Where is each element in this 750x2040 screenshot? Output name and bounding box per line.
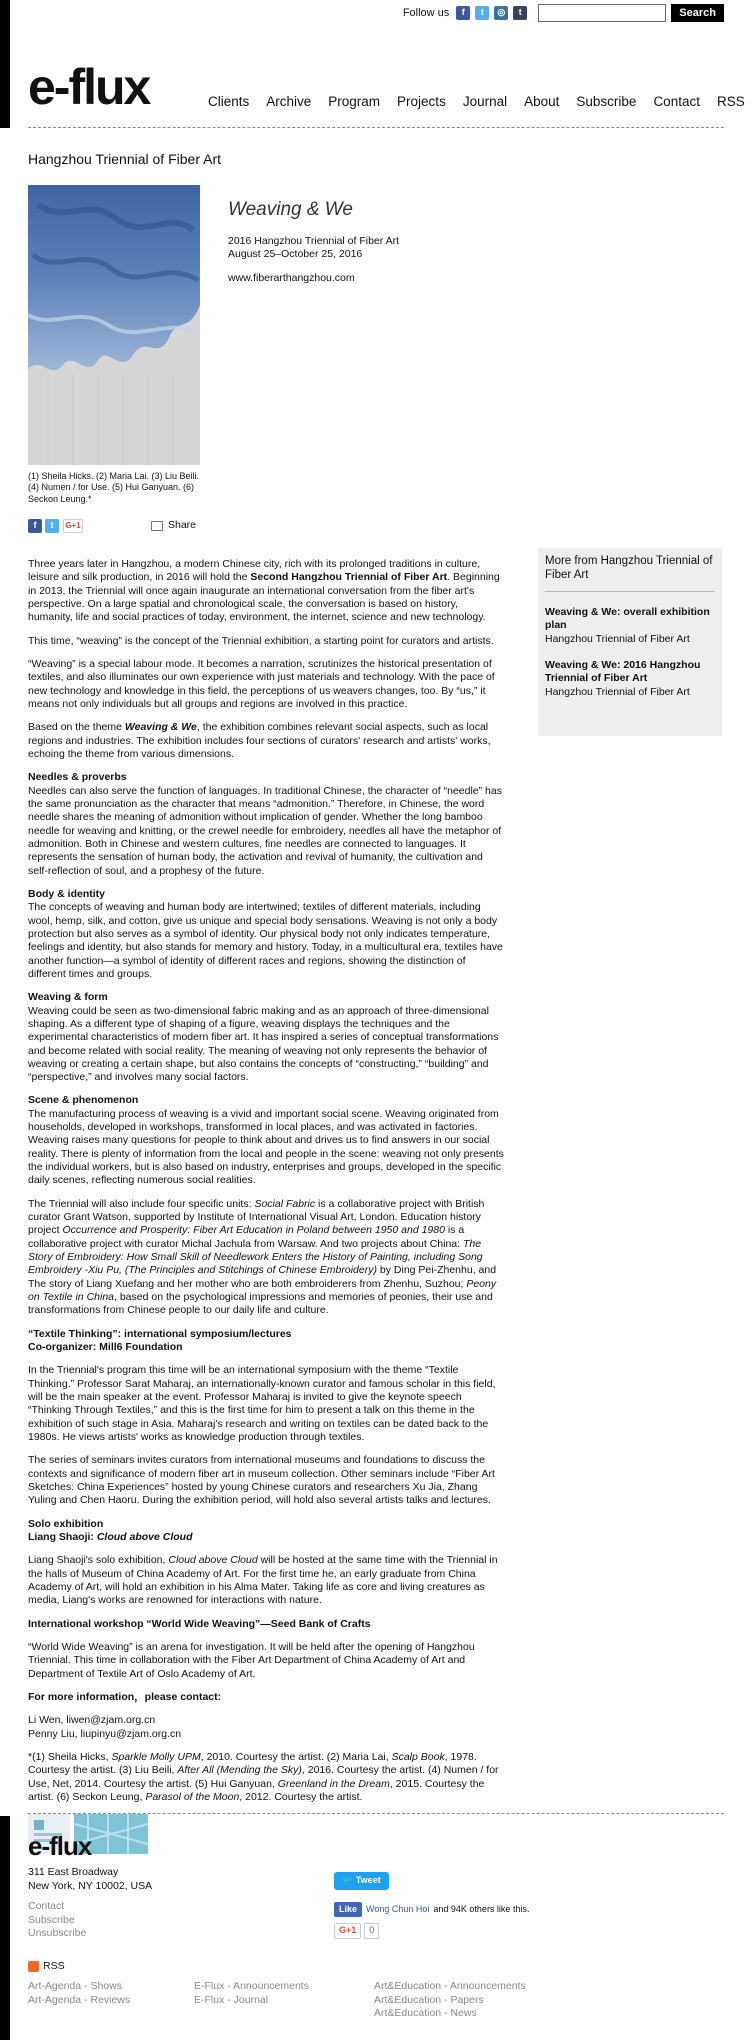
contact-email[interactable]: Li Wen, liwen@zjam.org.cn — [28, 1714, 156, 1727]
twitter-share-icon[interactable]: t — [45, 519, 59, 533]
site-logo[interactable]: e-flux — [28, 59, 150, 115]
section-heading: For more information，please contact: — [28, 1690, 222, 1703]
paragraph: In the Triennial's program this time will be an international symposium with the theme “Textile Thinking.” Professor Sarat Maharaj, an internationally-known curator and famous scholar in this field, will be the main speaker at the event. Professor Maharaj is invited to give the keynote speech “Thinking Through Textiles,” and this is the first time for him to present a talk on this theme in the exhibition of such stage in Asia. Maharaj's research and writing on textiles can be dated back to the 1980s. He views artists' works as knowledge production through textiles. — [28, 1364, 496, 1444]
footer-link[interactable]: E-Flux - Announcements — [194, 1980, 309, 1992]
share-row — [28, 519, 196, 533]
footer-columns — [28, 1980, 546, 2021]
paragraph: The Triennial will also include four specific units: Social Fabric is a collaborative project with British curator Grant Watson, supported by Institute of International Visual Art, London. Education history project Occurrence and Prosperity: Fiber Art Education in Poland between 1950 and 1980 is a collaborative project with curator Michal Jachula from Warsaw. And two projects about China: The Story of Embroidery: How Small Skill of Needlework Enters the History of Painting, including Song Embroidery -Xiu Pu, (The Principles and Stitchings of Chinese Embroidery) by Ding Pei-Zhenhu, and The story of Liang Xuefang and her mother who are both embroiderers from Zhenhu, Suzhou; Peony on Textile in China, based on the psychological impressions and memories of peonies, their use and transformations from Chinese people to our daily life and culture. — [28, 1197, 497, 1317]
nav-contact[interactable]: Contact — [653, 94, 700, 109]
related-item[interactable] — [545, 606, 715, 647]
main-nav — [208, 93, 750, 111]
search-button[interactable]: Search — [671, 4, 724, 22]
nav-program[interactable]: Program — [328, 94, 381, 109]
search-input[interactable] — [538, 4, 666, 22]
facebook-like-button[interactable]: Like — [334, 1902, 362, 1918]
footer-column — [28, 1980, 174, 2021]
section-heading: Weaving & form — [28, 991, 108, 1004]
nav-clients[interactable]: Clients — [208, 94, 250, 109]
footer-link[interactable]: Art-Agenda - Reviews — [28, 1993, 131, 2006]
twitter-icon: 🐦 — [342, 1875, 354, 1885]
nav-journal[interactable]: Journal — [462, 94, 508, 109]
footer-links — [28, 1900, 86, 1941]
tumblr-icon[interactable]: t — [513, 6, 527, 20]
paragraph: Weaving could be seen as two-dimensional fabric making and as an approach of three-dimensional shaping. As a different type of shaping of a figure, weaving displays the techniques and the experimental characteristics of modern fiber art. It has inspired a series of conceptual transformations and become related with social reality. The meaning of weaving not only represents the behavior of weaving or creating a certain shape, but also contains the concepts of “constructing,” “building” and “perspective,” and involves many social factors. — [28, 1004, 499, 1084]
section-heading: Body & identity — [28, 887, 106, 900]
paragraph: This time, “weaving” is the concept of the Triennial exhibition, a starting point for curators and artists. — [28, 634, 494, 647]
footer-logo[interactable]: e-flux — [28, 1831, 92, 1861]
footer-link[interactable]: Art-Agenda - Shows — [28, 1980, 122, 1992]
instagram-icon[interactable]: ◎ — [494, 6, 508, 20]
footer-link[interactable]: E-Flux - Journal — [194, 1993, 269, 2006]
image-caption: (1) Sheila Hicks. (2) Maria Lai. (3) Liu Beili. (4) Numen / for Use. (5) Hui Ganyuan. (6) Seckon Leung.* — [28, 471, 200, 504]
footer-link[interactable]: Art&Education - Announcements — [374, 1980, 526, 1992]
section-subheading: Co-organizer: Mill6 Foundation — [28, 1341, 183, 1354]
hero-image — [28, 185, 200, 465]
article-body — [28, 558, 504, 1854]
footer-column — [374, 1980, 526, 2021]
left-accent-bar-footer — [0, 1816, 10, 2040]
left-accent-bar — [0, 0, 10, 128]
paragraph: Based on the theme Weaving & We, the exhibition combines relevant social aspects, such as local regions and industries. The exhibition includes four sections of curators' research and artists' works, echoing the theme from various dimensions. — [28, 721, 491, 760]
paragraph: “Weaving” is a special labour mode. It becomes a narration, scrutinizes the historical presentation of textiles, and also illuminates our own experience with just materials and technology. With the pace of new technology and knowledge in this field, the perceptions of us weavers changes, too. By “us,” it means not only individuals but all groups and regions are involved in this practice. — [28, 657, 495, 710]
related-sidebar — [538, 548, 722, 736]
event-name: 2016 Hangzhou Triennial of Fiber Art — [228, 234, 400, 247]
paragraph: The series of seminars invites curators from international museums and foundations to discuss the contexts and significance of modern fiber art in museum collection. Other seminars include “Fiber Art Sketches: China Experiences” hosted by young Chinese curators and researchers Xu Jia, Zhang Yuling and Chen Haoru. During the exhibition period, will hold also several artists talks and lectures. — [28, 1454, 495, 1507]
section-heading: “Textile Thinking”: international symposium/lectures — [28, 1327, 292, 1340]
paragraph: Three years later in Hangzhou, a modern Chinese city, rich with its prolonged traditions in culture, leisure and silk production, in 2016 will hold the Second Hangzhou Triennial of Fiber Art. Beginning in 2013, the Triennial will once again inaugurate an international conversation from the fiber art's perspective. On a large spatial and chronological scale, the conversation is based on history, humanity, life and social practices of today, environment, the internet, science and new technology. — [28, 558, 500, 624]
announcement-header — [228, 198, 399, 286]
google-plus-icon[interactable]: G+1 — [63, 519, 83, 533]
footer-address: 311 East Broadway New York, NY 10002, USA — [28, 1866, 153, 1892]
footer-link-subscribe[interactable]: Subscribe — [28, 1913, 75, 1926]
sponsor-logos — [28, 1814, 504, 1854]
section-heading: Needles & proverbs — [28, 771, 127, 784]
nav-archive[interactable]: Archive — [266, 94, 312, 109]
nav-rss[interactable]: RSS — [716, 94, 745, 109]
tweet-button[interactable]: 🐦 Tweet — [334, 1872, 389, 1890]
google-plus-button[interactable]: G+1 — [334, 1923, 361, 1939]
paragraph: Needles can also serve the function of languages. In traditional Chinese, the character of “needle” has the same pronunciation as the character that means “admonition.” Therefore, in Chinese, the word needle shares the meaning of admonition without implication of gender. Whether the long bamboo needle for weaving and knitting, or the crewel needle for embroidery, needles all have the metaphor of admonition. Both in Chinese and western cultures, fine needles are connected to languages. It represents the sensation of human body, the activation and revival of humanity, the cultivation and self-reflection of soul, and a prophesy of the future. — [28, 784, 502, 877]
footer-link-unsubscribe[interactable]: Unsubscribe — [28, 1927, 87, 1940]
related-item-title: Weaving & We: 2016 Hangzhou Triennial of Fiber Art — [545, 658, 701, 685]
related-item-title: Weaving & We: overall exhibition plan — [545, 605, 710, 632]
related-item-source: Hangzhou Triennial of Fiber Art — [545, 632, 690, 645]
event-dates: August 25–October 25, 2016 — [228, 248, 363, 261]
page-title[interactable]: Hangzhou Triennial of Fiber Art — [28, 151, 221, 167]
footer-column — [194, 1980, 354, 2021]
website-link[interactable]: www.fiberarthangzhou.com — [228, 271, 355, 284]
google-plus-count: 0 — [364, 1923, 379, 1939]
share-label: Share — [168, 519, 197, 532]
share-button[interactable] — [151, 519, 196, 533]
paragraph: Liang Shaoji's solo exhibition, Cloud above Cloud will be hosted at the same time with the Triennial in the halls of Museum of China Academy of Art. For the first time he, an early graduate from China Academy of Art, will hold an exhibition in his Alma Mater. Taking life as core and living creatures as media, Liang's works are renowned for interactions with nature. — [28, 1554, 498, 1607]
image-credits: *(1) Sheila Hicks, Sparkle Molly UPM, 2010. Courtesy the artist. (2) Maria Lai, Scalp Book, 1978. Courtesy the artist. (3) Liu Beili, After All (Mending the Sky), 2016. Courtesy the artist. (4) Numen / for Use, Net, 2014. Courtesy the artist. (5) Hui Ganyuan, Greenland in the Dream, 2015. Courtesy the artist. (6) Seckon Leung, Parasol of the Moon, 2012. Courtesy the artist. — [28, 1750, 499, 1803]
section-heading: Scene & phenomenon — [28, 1094, 139, 1107]
related-item-source: Hangzhou Triennial of Fiber Art — [545, 685, 690, 698]
paragraph: The manufacturing process of weaving is a vivid and important social scene. Weaving originated from households, developed in workshops, transformed in local places, and was activated in factories. Weaving raises many questions for people to think about and drives us to find answers in our social reality. There is plenty of information from the local and people in the scene: weaving not only presents the individual workers, but is also based on industry, enterprises and groups, developed in the specific daily scenes, reflecting numerous social realities. — [28, 1107, 504, 1187]
nav-subscribe[interactable]: Subscribe — [576, 94, 637, 109]
footer-link[interactable]: Art&Education - Papers — [374, 1993, 484, 2006]
facebook-share-icon[interactable]: f — [28, 519, 42, 533]
section-heading: Solo exhibition — [28, 1517, 104, 1530]
paragraph: The concepts of weaving and human body are intertwined; textiles of different materials, including wool, hemp, silk, and cotton, give us unique and special body sensations. Weaving is not only a body protection but also serves as a symbol of identity. Our physical body not only indicates temperature, feelings and identity, but also stands for memory and history. Today, in a multicultural era, textiles have another function—a symbol of identity of different races and regions, showing the distinction of different times and groups. — [28, 901, 503, 980]
rss-icon — [28, 1961, 39, 1972]
footer-social — [334, 1872, 529, 1939]
footer-link[interactable]: Art&Education - News — [374, 2007, 477, 2020]
contact-email[interactable]: Penny Liu, liupinyu@zjam.org.cn — [28, 1727, 182, 1740]
section-subheading: Liang Shaoji: Cloud above Cloud — [28, 1531, 193, 1543]
facebook-like-widget — [334, 1902, 529, 1918]
header-divider — [28, 127, 724, 128]
paragraph: “World Wide Weaving” is an arena for investigation. It will be held after the opening of Hangzhou Triennial. This time in collaboration with the Fiber Art Department of China Academy of Art and Department of Textile Art of Oslo Academy of Art. — [28, 1640, 475, 1680]
mail-icon — [151, 521, 163, 531]
twitter-icon[interactable]: t — [475, 6, 489, 20]
rss-link[interactable]: RSS — [28, 1960, 65, 1974]
nav-about[interactable]: About — [524, 94, 560, 109]
contact-info — [28, 1714, 504, 1741]
footer-divider — [28, 1813, 724, 1814]
related-item[interactable] — [545, 659, 715, 700]
announcement-title: Weaving & We — [228, 199, 353, 220]
fb-friend-name[interactable]: Wong Chun Hoi — [366, 1903, 430, 1914]
fb-like-text: and 94K others like this. — [433, 1903, 530, 1914]
nav-projects[interactable]: Projects — [397, 94, 446, 109]
google-plus-widget — [334, 1923, 529, 1939]
section-heading: International workshop “World Wide Weaving”—Seed Bank of Crafts — [28, 1617, 371, 1630]
facebook-icon[interactable]: f — [456, 6, 470, 20]
sidebar-title: More from Hangzhou Triennial of Fiber Art — [545, 555, 715, 592]
footer-link-contact[interactable]: Contact — [28, 1900, 65, 1912]
top-bar — [403, 4, 724, 22]
follow-label: Follow us — [402, 6, 450, 19]
